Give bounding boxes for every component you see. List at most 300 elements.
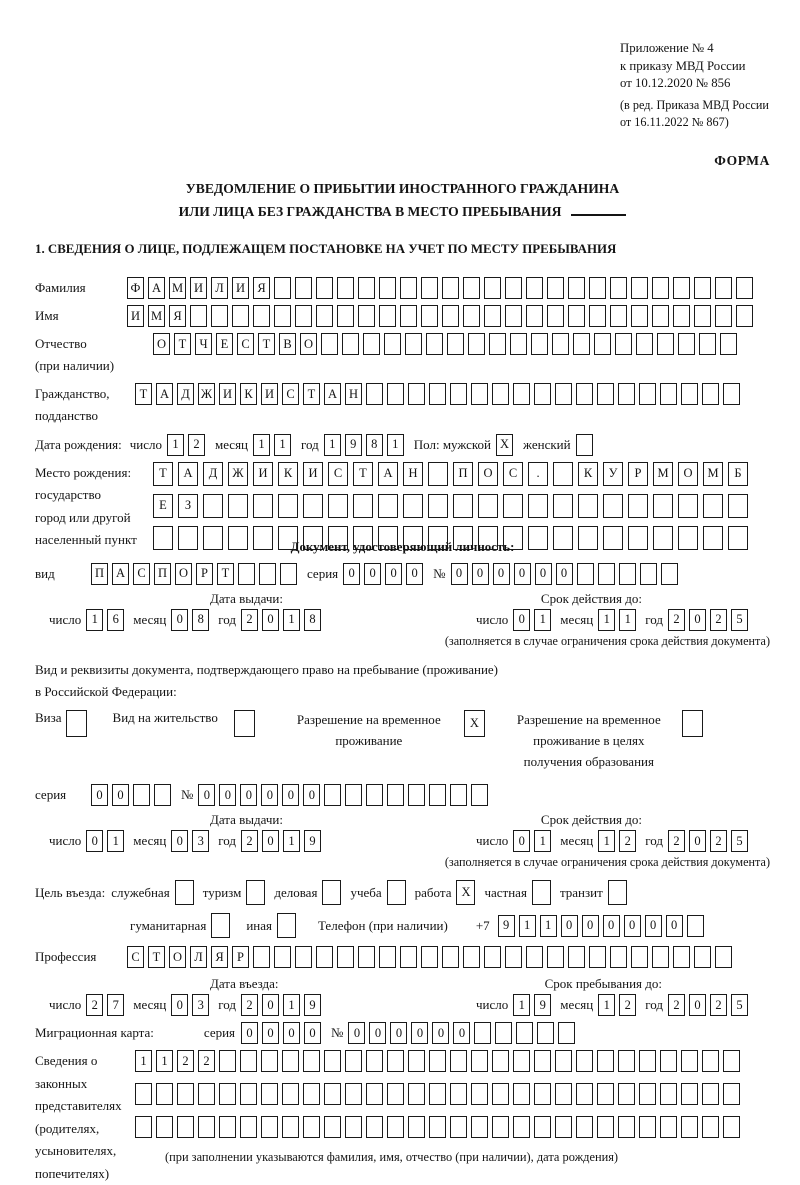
char-cell[interactable]: З bbox=[178, 494, 198, 518]
char-cell[interactable] bbox=[687, 915, 704, 937]
char-cell[interactable]: 5 bbox=[731, 830, 748, 852]
char-cell[interactable] bbox=[492, 1083, 509, 1105]
char-cell[interactable] bbox=[640, 563, 657, 585]
char-cell[interactable]: 0 bbox=[364, 563, 381, 585]
char-cell[interactable] bbox=[474, 1022, 491, 1044]
char-cell[interactable] bbox=[615, 333, 632, 355]
char-cell[interactable] bbox=[280, 563, 297, 585]
char-cell[interactable] bbox=[558, 1022, 575, 1044]
char-cell[interactable]: А bbox=[378, 462, 398, 486]
char-cell[interactable] bbox=[598, 563, 615, 585]
char-cell[interactable] bbox=[219, 1050, 236, 1072]
char-cell[interactable] bbox=[366, 1116, 383, 1138]
char-cell[interactable]: О bbox=[169, 946, 186, 968]
char-cell[interactable]: Я bbox=[253, 277, 270, 299]
char-cell[interactable] bbox=[555, 1050, 572, 1072]
char-cell[interactable] bbox=[154, 784, 171, 806]
char-cell[interactable]: 0 bbox=[262, 609, 279, 631]
char-cell[interactable] bbox=[282, 1083, 299, 1105]
char-cell[interactable]: 5 bbox=[731, 994, 748, 1016]
char-cell[interactable]: Т bbox=[353, 462, 373, 486]
char-cell[interactable]: Ф bbox=[127, 277, 144, 299]
char-cell[interactable]: 6 bbox=[107, 609, 124, 631]
char-cell[interactable] bbox=[513, 383, 530, 405]
char-cell[interactable] bbox=[715, 946, 732, 968]
char-cell[interactable]: 3 bbox=[192, 830, 209, 852]
char-cell[interactable]: 0 bbox=[240, 784, 257, 806]
char-cell[interactable]: Р bbox=[232, 946, 249, 968]
char-cell[interactable] bbox=[568, 946, 585, 968]
char-cell[interactable] bbox=[553, 526, 573, 550]
char-cell[interactable] bbox=[471, 1083, 488, 1105]
char-cell[interactable] bbox=[526, 305, 543, 327]
char-cell[interactable] bbox=[610, 277, 627, 299]
char-cell[interactable]: 1 bbox=[86, 609, 103, 631]
char-cell[interactable] bbox=[534, 383, 551, 405]
char-cell[interactable] bbox=[228, 494, 248, 518]
char-cell[interactable] bbox=[534, 1116, 551, 1138]
char-cell[interactable] bbox=[513, 1083, 530, 1105]
char-cell[interactable] bbox=[610, 946, 627, 968]
char-cell[interactable]: 2 bbox=[86, 994, 103, 1016]
char-cell[interactable] bbox=[576, 1083, 593, 1105]
char-cell[interactable]: 2 bbox=[241, 609, 258, 631]
char-cell[interactable]: А bbox=[156, 383, 173, 405]
char-cell[interactable]: 1 bbox=[274, 434, 291, 456]
char-cell[interactable] bbox=[516, 1022, 533, 1044]
char-cell[interactable] bbox=[366, 1083, 383, 1105]
char-cell[interactable]: 0 bbox=[385, 563, 402, 585]
char-cell[interactable] bbox=[603, 526, 623, 550]
char-cell[interactable]: Я bbox=[169, 305, 186, 327]
char-cell[interactable]: 2 bbox=[188, 434, 205, 456]
char-cell[interactable] bbox=[723, 383, 740, 405]
char-cell[interactable] bbox=[316, 305, 333, 327]
char-cell[interactable] bbox=[594, 333, 611, 355]
char-cell[interactable]: 2 bbox=[198, 1050, 215, 1072]
char-cell[interactable] bbox=[240, 1116, 257, 1138]
char-cell[interactable]: Т bbox=[258, 333, 275, 355]
char-cell[interactable] bbox=[261, 1083, 278, 1105]
char-cell[interactable]: 2 bbox=[710, 830, 727, 852]
char-cell[interactable] bbox=[682, 710, 703, 737]
char-cell[interactable]: 2 bbox=[710, 609, 727, 631]
char-cell[interactable] bbox=[429, 1083, 446, 1105]
char-cell[interactable] bbox=[618, 1116, 635, 1138]
char-cell[interactable]: К bbox=[278, 462, 298, 486]
char-cell[interactable] bbox=[450, 1050, 467, 1072]
char-cell[interactable] bbox=[282, 1116, 299, 1138]
char-cell[interactable]: П bbox=[91, 563, 108, 585]
char-cell[interactable] bbox=[694, 305, 711, 327]
char-cell[interactable] bbox=[702, 1083, 719, 1105]
char-cell[interactable] bbox=[324, 1050, 341, 1072]
char-cell[interactable]: 0 bbox=[453, 1022, 470, 1044]
char-cell[interactable] bbox=[639, 1083, 656, 1105]
char-cell[interactable] bbox=[428, 494, 448, 518]
char-cell[interactable] bbox=[555, 383, 572, 405]
char-cell[interactable]: Д bbox=[177, 383, 194, 405]
char-cell[interactable]: 2 bbox=[710, 994, 727, 1016]
char-cell[interactable]: И bbox=[190, 277, 207, 299]
char-cell[interactable]: 0 bbox=[241, 1022, 258, 1044]
char-cell[interactable]: 0 bbox=[411, 1022, 428, 1044]
char-cell[interactable]: С bbox=[133, 563, 150, 585]
char-cell[interactable] bbox=[589, 305, 606, 327]
char-cell[interactable] bbox=[211, 913, 230, 938]
char-cell[interactable]: О bbox=[478, 462, 498, 486]
char-cell[interactable]: 0 bbox=[689, 830, 706, 852]
char-cell[interactable] bbox=[577, 563, 594, 585]
char-cell[interactable] bbox=[303, 1050, 320, 1072]
char-cell[interactable]: 0 bbox=[343, 563, 360, 585]
char-cell[interactable] bbox=[337, 277, 354, 299]
char-cell[interactable]: А bbox=[324, 383, 341, 405]
char-cell[interactable] bbox=[429, 1116, 446, 1138]
char-cell[interactable]: 0 bbox=[91, 784, 108, 806]
char-cell[interactable] bbox=[526, 277, 543, 299]
char-cell[interactable]: 0 bbox=[171, 994, 188, 1016]
char-cell[interactable]: 1 bbox=[540, 915, 557, 937]
char-cell[interactable] bbox=[534, 1083, 551, 1105]
char-cell[interactable] bbox=[366, 784, 383, 806]
char-cell[interactable] bbox=[628, 494, 648, 518]
char-cell[interactable] bbox=[568, 305, 585, 327]
char-cell[interactable] bbox=[728, 526, 748, 550]
char-cell[interactable] bbox=[589, 946, 606, 968]
char-cell[interactable] bbox=[531, 333, 548, 355]
char-cell[interactable]: С bbox=[237, 333, 254, 355]
char-cell[interactable] bbox=[337, 305, 354, 327]
char-cell[interactable] bbox=[597, 1116, 614, 1138]
char-cell[interactable]: 0 bbox=[432, 1022, 449, 1044]
char-cell[interactable] bbox=[568, 277, 585, 299]
char-cell[interactable]: 1 bbox=[253, 434, 270, 456]
char-cell[interactable]: 0 bbox=[303, 784, 320, 806]
char-cell[interactable] bbox=[387, 880, 406, 905]
char-cell[interactable] bbox=[342, 333, 359, 355]
char-cell[interactable]: 0 bbox=[282, 784, 299, 806]
char-cell[interactable]: О bbox=[153, 333, 170, 355]
char-cell[interactable] bbox=[471, 784, 488, 806]
char-cell[interactable]: А bbox=[178, 462, 198, 486]
char-cell[interactable] bbox=[660, 1116, 677, 1138]
char-cell[interactable]: 0 bbox=[514, 563, 531, 585]
char-cell[interactable] bbox=[408, 1050, 425, 1072]
char-cell[interactable]: 1 bbox=[534, 609, 551, 631]
char-cell[interactable] bbox=[337, 946, 354, 968]
char-cell[interactable] bbox=[471, 1050, 488, 1072]
char-cell[interactable] bbox=[492, 383, 509, 405]
char-cell[interactable]: И bbox=[253, 462, 273, 486]
char-cell[interactable]: И bbox=[219, 383, 236, 405]
char-cell[interactable] bbox=[178, 526, 198, 550]
char-cell[interactable]: 2 bbox=[668, 994, 685, 1016]
char-cell[interactable] bbox=[66, 710, 87, 737]
char-cell[interactable] bbox=[177, 1116, 194, 1138]
char-cell[interactable] bbox=[555, 1116, 572, 1138]
char-cell[interactable]: Ж bbox=[198, 383, 215, 405]
char-cell[interactable] bbox=[429, 1050, 446, 1072]
char-cell[interactable] bbox=[316, 946, 333, 968]
char-cell[interactable] bbox=[450, 784, 467, 806]
char-cell[interactable] bbox=[513, 1050, 530, 1072]
char-cell[interactable] bbox=[628, 526, 648, 550]
char-cell[interactable] bbox=[505, 305, 522, 327]
char-cell[interactable] bbox=[639, 383, 656, 405]
char-cell[interactable] bbox=[678, 333, 695, 355]
char-cell[interactable] bbox=[639, 1116, 656, 1138]
char-cell[interactable]: 1 bbox=[135, 1050, 152, 1072]
char-cell[interactable]: В bbox=[279, 333, 296, 355]
char-cell[interactable] bbox=[652, 946, 669, 968]
char-cell[interactable] bbox=[528, 526, 548, 550]
char-cell[interactable]: 9 bbox=[345, 434, 362, 456]
char-cell[interactable] bbox=[277, 913, 296, 938]
char-cell[interactable] bbox=[528, 494, 548, 518]
char-cell[interactable] bbox=[133, 784, 150, 806]
char-cell[interactable]: 1 bbox=[283, 994, 300, 1016]
char-cell[interactable] bbox=[694, 946, 711, 968]
char-cell[interactable]: 9 bbox=[534, 994, 551, 1016]
char-cell[interactable] bbox=[468, 333, 485, 355]
char-cell[interactable] bbox=[447, 333, 464, 355]
char-cell[interactable] bbox=[576, 1116, 593, 1138]
char-cell[interactable] bbox=[657, 333, 674, 355]
char-cell[interactable] bbox=[723, 1116, 740, 1138]
char-cell[interactable] bbox=[578, 526, 598, 550]
char-cell[interactable] bbox=[303, 1116, 320, 1138]
char-cell[interactable] bbox=[699, 333, 716, 355]
char-cell[interactable] bbox=[442, 946, 459, 968]
char-cell[interactable] bbox=[597, 383, 614, 405]
char-cell[interactable] bbox=[324, 1116, 341, 1138]
char-cell[interactable] bbox=[471, 383, 488, 405]
char-cell[interactable] bbox=[552, 333, 569, 355]
char-cell[interactable] bbox=[673, 946, 690, 968]
char-cell[interactable] bbox=[453, 494, 473, 518]
char-cell[interactable] bbox=[405, 333, 422, 355]
char-cell[interactable]: 0 bbox=[624, 915, 641, 937]
char-cell[interactable] bbox=[345, 1050, 362, 1072]
char-cell[interactable]: И bbox=[303, 462, 323, 486]
char-cell[interactable]: К bbox=[240, 383, 257, 405]
char-cell[interactable]: 1 bbox=[387, 434, 404, 456]
char-cell[interactable]: 9 bbox=[304, 994, 321, 1016]
char-cell[interactable] bbox=[345, 1116, 362, 1138]
char-cell[interactable] bbox=[400, 305, 417, 327]
char-cell[interactable] bbox=[175, 880, 194, 905]
char-cell[interactable]: X bbox=[464, 710, 485, 737]
char-cell[interactable]: К bbox=[578, 462, 598, 486]
char-cell[interactable] bbox=[400, 277, 417, 299]
char-cell[interactable]: 2 bbox=[241, 830, 258, 852]
char-cell[interactable] bbox=[295, 305, 312, 327]
char-cell[interactable] bbox=[478, 494, 498, 518]
char-cell[interactable]: А bbox=[112, 563, 129, 585]
char-cell[interactable] bbox=[653, 526, 673, 550]
char-cell[interactable]: 0 bbox=[262, 830, 279, 852]
char-cell[interactable]: . bbox=[528, 462, 548, 486]
char-cell[interactable] bbox=[703, 526, 723, 550]
char-cell[interactable]: А bbox=[148, 277, 165, 299]
char-cell[interactable] bbox=[694, 277, 711, 299]
char-cell[interactable] bbox=[408, 383, 425, 405]
char-cell[interactable]: 2 bbox=[619, 830, 636, 852]
char-cell[interactable] bbox=[177, 1083, 194, 1105]
char-cell[interactable]: Л bbox=[211, 277, 228, 299]
char-cell[interactable]: О bbox=[678, 462, 698, 486]
char-cell[interactable] bbox=[484, 305, 501, 327]
char-cell[interactable] bbox=[219, 1116, 236, 1138]
char-cell[interactable] bbox=[429, 784, 446, 806]
char-cell[interactable] bbox=[246, 880, 265, 905]
char-cell[interactable] bbox=[576, 1050, 593, 1072]
char-cell[interactable]: 0 bbox=[493, 563, 510, 585]
char-cell[interactable] bbox=[553, 462, 573, 486]
char-cell[interactable]: 1 bbox=[167, 434, 184, 456]
char-cell[interactable] bbox=[510, 333, 527, 355]
char-cell[interactable] bbox=[450, 1083, 467, 1105]
char-cell[interactable] bbox=[379, 946, 396, 968]
char-cell[interactable]: 0 bbox=[451, 563, 468, 585]
char-cell[interactable] bbox=[316, 277, 333, 299]
char-cell[interactable] bbox=[463, 277, 480, 299]
char-cell[interactable]: 0 bbox=[219, 784, 236, 806]
char-cell[interactable]: 1 bbox=[283, 609, 300, 631]
char-cell[interactable] bbox=[198, 1116, 215, 1138]
char-cell[interactable]: 8 bbox=[366, 434, 383, 456]
char-cell[interactable] bbox=[408, 784, 425, 806]
char-cell[interactable]: 0 bbox=[283, 1022, 300, 1044]
char-cell[interactable] bbox=[408, 1116, 425, 1138]
char-cell[interactable] bbox=[673, 305, 690, 327]
char-cell[interactable] bbox=[555, 1083, 572, 1105]
char-cell[interactable]: П bbox=[453, 462, 473, 486]
char-cell[interactable]: 1 bbox=[598, 830, 615, 852]
char-cell[interactable] bbox=[156, 1083, 173, 1105]
char-cell[interactable]: 0 bbox=[369, 1022, 386, 1044]
char-cell[interactable] bbox=[681, 1083, 698, 1105]
char-cell[interactable]: 9 bbox=[304, 830, 321, 852]
char-cell[interactable] bbox=[618, 1083, 635, 1105]
char-cell[interactable] bbox=[303, 1083, 320, 1105]
char-cell[interactable] bbox=[505, 277, 522, 299]
char-cell[interactable]: 0 bbox=[171, 830, 188, 852]
char-cell[interactable] bbox=[636, 333, 653, 355]
char-cell[interactable]: 0 bbox=[561, 915, 578, 937]
char-cell[interactable] bbox=[639, 1050, 656, 1072]
char-cell[interactable] bbox=[363, 333, 380, 355]
char-cell[interactable] bbox=[387, 1083, 404, 1105]
char-cell[interactable] bbox=[358, 277, 375, 299]
char-cell[interactable] bbox=[259, 563, 276, 585]
char-cell[interactable] bbox=[597, 1083, 614, 1105]
char-cell[interactable] bbox=[400, 946, 417, 968]
char-cell[interactable] bbox=[384, 333, 401, 355]
char-cell[interactable]: 0 bbox=[348, 1022, 365, 1044]
char-cell[interactable] bbox=[345, 1083, 362, 1105]
char-cell[interactable]: Т bbox=[153, 462, 173, 486]
char-cell[interactable]: 1 bbox=[283, 830, 300, 852]
char-cell[interactable] bbox=[240, 1050, 257, 1072]
char-cell[interactable] bbox=[203, 494, 223, 518]
char-cell[interactable] bbox=[378, 494, 398, 518]
char-cell[interactable] bbox=[387, 383, 404, 405]
char-cell[interactable]: 0 bbox=[304, 1022, 321, 1044]
char-cell[interactable]: С bbox=[328, 462, 348, 486]
char-cell[interactable]: 0 bbox=[406, 563, 423, 585]
char-cell[interactable]: М bbox=[148, 305, 165, 327]
char-cell[interactable] bbox=[232, 305, 249, 327]
char-cell[interactable] bbox=[631, 946, 648, 968]
char-cell[interactable] bbox=[442, 277, 459, 299]
char-cell[interactable] bbox=[261, 1116, 278, 1138]
char-cell[interactable] bbox=[358, 305, 375, 327]
char-cell[interactable] bbox=[660, 1050, 677, 1072]
char-cell[interactable]: Т bbox=[135, 383, 152, 405]
char-cell[interactable] bbox=[228, 526, 248, 550]
char-cell[interactable] bbox=[366, 1050, 383, 1072]
char-cell[interactable] bbox=[492, 1116, 509, 1138]
char-cell[interactable] bbox=[597, 1050, 614, 1072]
char-cell[interactable] bbox=[703, 494, 723, 518]
char-cell[interactable]: И bbox=[232, 277, 249, 299]
char-cell[interactable] bbox=[702, 383, 719, 405]
char-cell[interactable] bbox=[278, 494, 298, 518]
char-cell[interactable] bbox=[324, 1083, 341, 1105]
char-cell[interactable] bbox=[274, 277, 291, 299]
char-cell[interactable]: М bbox=[653, 462, 673, 486]
char-cell[interactable] bbox=[661, 563, 678, 585]
char-cell[interactable]: 2 bbox=[241, 994, 258, 1016]
char-cell[interactable]: Н bbox=[403, 462, 423, 486]
char-cell[interactable] bbox=[203, 526, 223, 550]
char-cell[interactable] bbox=[534, 1050, 551, 1072]
char-cell[interactable]: О bbox=[175, 563, 192, 585]
char-cell[interactable]: 8 bbox=[304, 609, 321, 631]
char-cell[interactable] bbox=[303, 494, 323, 518]
char-cell[interactable]: С bbox=[282, 383, 299, 405]
char-cell[interactable] bbox=[728, 494, 748, 518]
char-cell[interactable] bbox=[702, 1116, 719, 1138]
char-cell[interactable] bbox=[618, 383, 635, 405]
char-cell[interactable] bbox=[379, 305, 396, 327]
char-cell[interactable]: 1 bbox=[513, 994, 530, 1016]
char-cell[interactable]: О bbox=[300, 333, 317, 355]
char-cell[interactable] bbox=[505, 946, 522, 968]
char-cell[interactable] bbox=[234, 710, 255, 737]
char-cell[interactable] bbox=[723, 1083, 740, 1105]
char-cell[interactable]: 0 bbox=[556, 563, 573, 585]
char-cell[interactable] bbox=[503, 494, 523, 518]
char-cell[interactable] bbox=[219, 1083, 236, 1105]
char-cell[interactable] bbox=[715, 277, 732, 299]
char-cell[interactable] bbox=[537, 1022, 554, 1044]
char-cell[interactable]: Т bbox=[217, 563, 234, 585]
char-cell[interactable] bbox=[673, 277, 690, 299]
char-cell[interactable] bbox=[366, 383, 383, 405]
char-cell[interactable] bbox=[631, 277, 648, 299]
char-cell[interactable] bbox=[274, 946, 291, 968]
char-cell[interactable] bbox=[681, 383, 698, 405]
char-cell[interactable] bbox=[547, 277, 564, 299]
char-cell[interactable] bbox=[618, 1050, 635, 1072]
char-cell[interactable] bbox=[608, 880, 627, 905]
char-cell[interactable] bbox=[450, 383, 467, 405]
char-cell[interactable]: Р bbox=[196, 563, 213, 585]
char-cell[interactable]: Т bbox=[148, 946, 165, 968]
